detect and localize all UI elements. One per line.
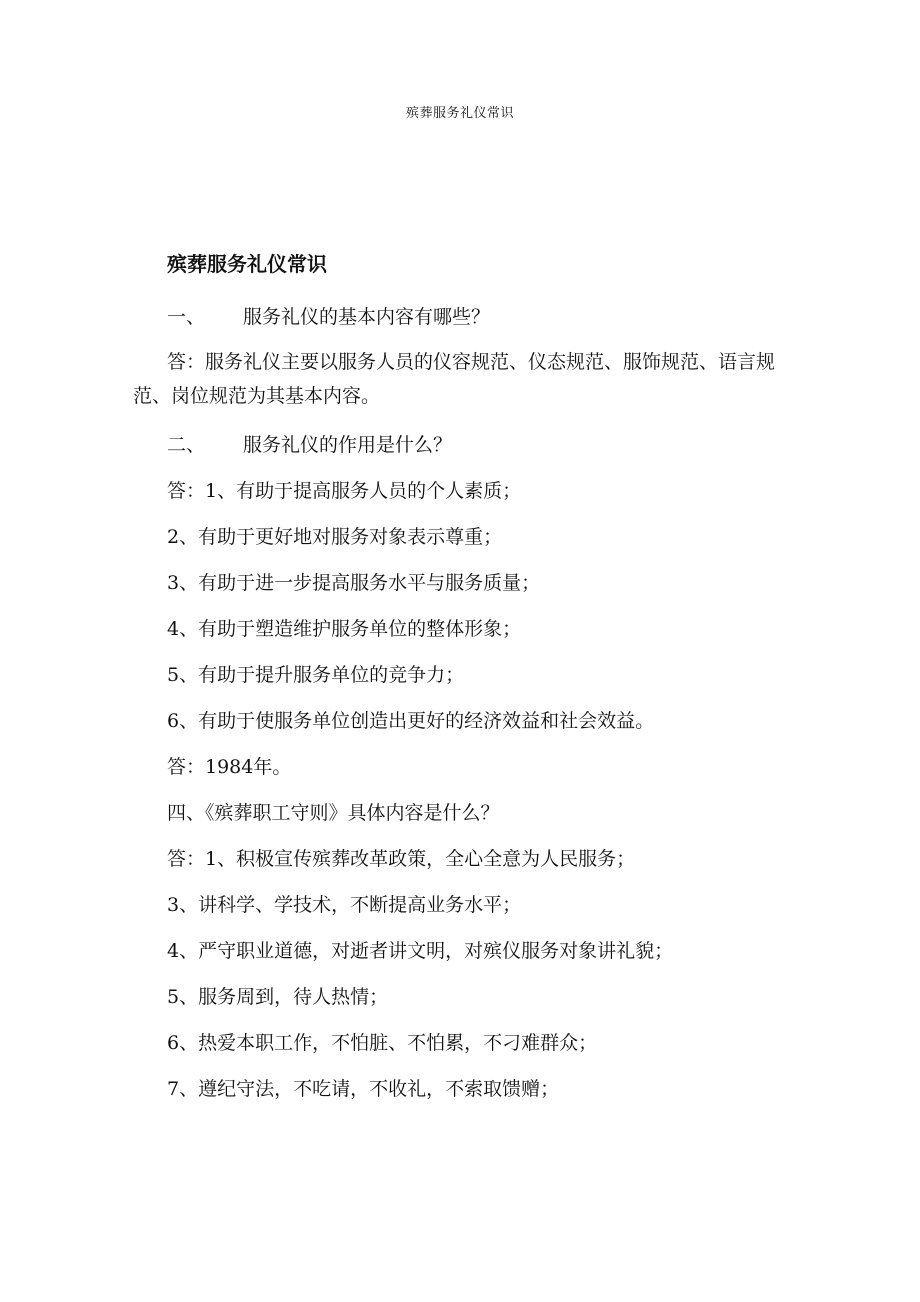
- list-item: 答：1、有助于提高服务人员的个人素质；: [167, 480, 522, 502]
- question-heading: 四、《殡葬职工守则》具体内容是什么？: [167, 802, 500, 824]
- question-number: 二、: [167, 434, 206, 456]
- document-title: 殡葬服务礼仪常识: [167, 252, 327, 276]
- question-heading: [133, 294, 793, 340]
- list-item: 6、热爱本职工作，不怕脏、不怕累，不刁难群众；: [167, 1032, 598, 1054]
- list-item: 5、服务周到，待人热情；: [167, 986, 389, 1008]
- answer-paragraph: [133, 340, 793, 422]
- question-text: 服务礼仪的基本内容有哪些？: [243, 306, 491, 328]
- list-item: 5、有助于提升服务单位的竞争力；: [167, 664, 465, 686]
- list-item: 6、有助于使服务单位创造出更好的经济效益和社会效益。: [167, 710, 655, 732]
- question-text: 服务礼仪的作用是什么？: [243, 434, 453, 456]
- list-item: 4、有助于塑造维护服务单位的整体形象；: [167, 618, 522, 640]
- list-item: 3、有助于进一步提高服务水平与服务质量；: [167, 572, 541, 594]
- list-item: 4、严守职业道德，对逝者讲文明，对殡仪服务对象讲礼貌；: [167, 940, 674, 962]
- list-item: 答：1、积极宣传殡葬改革政策，全心全意为人民服务；: [167, 848, 636, 870]
- question-number: 一、: [167, 306, 206, 328]
- question-heading: [133, 422, 793, 468]
- answer-line: 答：1984年。: [167, 756, 292, 778]
- answer-text: 答：服务礼仪主要以服务人员的仪容规范、仪态规范、服饰规范、语言规范、岗位规范为其基本内容。: [133, 351, 776, 407]
- list-item: 3、讲科学、学技术，不断提高业务水平；: [167, 894, 522, 916]
- list-item: 2、有助于更好地对服务对象表示尊重；: [167, 526, 503, 548]
- page-header: 殡葬服务礼仪常识: [405, 106, 514, 121]
- document-body: [133, 246, 793, 1112]
- list-item: 7、遵纪守法，不吃请，不收礼，不索取馈赠；: [167, 1078, 560, 1100]
